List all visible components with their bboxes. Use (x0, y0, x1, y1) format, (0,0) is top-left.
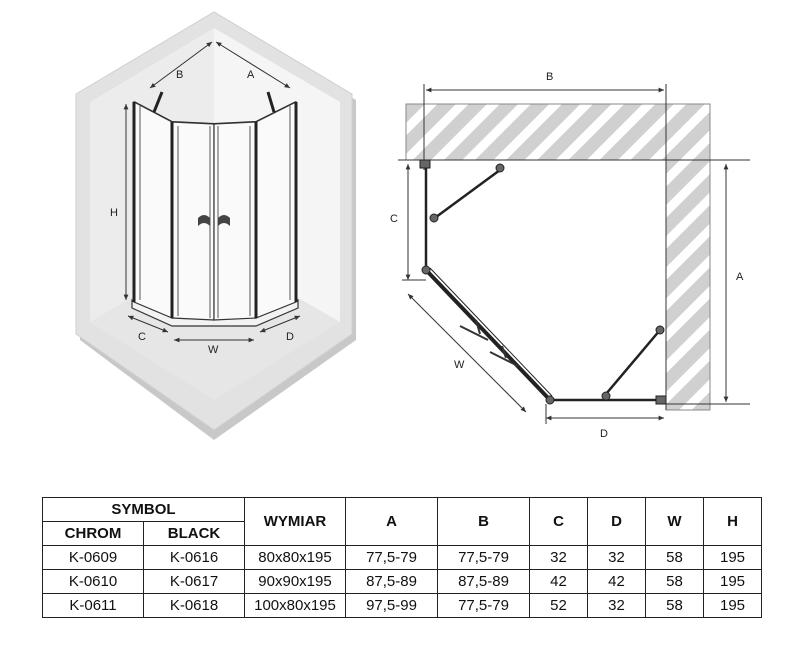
header-a: A (346, 498, 438, 546)
header-b: B (438, 498, 530, 546)
cell-w: 58 (646, 546, 704, 570)
table-row (43, 570, 762, 594)
cell-wymiar: 90x90x195 (245, 570, 346, 594)
header-h: H (704, 498, 762, 546)
cell-chrom: K-0609 (43, 546, 144, 570)
persp-label-c: C (138, 331, 146, 343)
cell-wymiar: 100x80x195 (245, 594, 346, 618)
cell-b: 77,5-79 (438, 594, 530, 618)
plan-label-d: D (600, 428, 608, 440)
header-c: C (530, 498, 588, 546)
cell-black: K-0618 (144, 594, 245, 618)
cell-d: 32 (588, 594, 646, 618)
table-row (43, 594, 762, 618)
cell-black: K-0616 (144, 546, 245, 570)
cell-c: 32 (530, 546, 588, 570)
cell-b: 87,5-89 (438, 570, 530, 594)
cell-h: 195 (704, 594, 762, 618)
persp-label-h: H (110, 207, 118, 219)
cell-h: 195 (704, 570, 762, 594)
plan-label-w: W (454, 359, 465, 371)
cell-b: 77,5-79 (438, 546, 530, 570)
cell-d: 32 (588, 546, 646, 570)
plan-label-c: C (390, 213, 398, 225)
header-w: W (646, 498, 704, 546)
top-wall (406, 104, 710, 160)
table-row (43, 546, 762, 570)
header-chrom: CHROM (43, 522, 144, 546)
header-wymiar: WYMIAR (245, 498, 346, 546)
cell-a: 77,5-79 (346, 546, 438, 570)
header-symbol: SYMBOL (43, 498, 245, 522)
right-wall-plan (666, 104, 710, 410)
persp-label-a: A (247, 69, 255, 81)
cell-w: 58 (646, 570, 704, 594)
plan-label-b: B (546, 71, 554, 83)
cell-c: 42 (530, 570, 588, 594)
cell-w: 58 (646, 594, 704, 618)
header-d: D (588, 498, 646, 546)
cell-a: 87,5-89 (346, 570, 438, 594)
cell-h: 195 (704, 546, 762, 570)
cell-a: 97,5-99 (346, 594, 438, 618)
cell-black: K-0617 (144, 570, 245, 594)
dimensions-table (42, 497, 762, 618)
persp-label-w: W (208, 344, 219, 356)
cell-d: 42 (588, 570, 646, 594)
cell-c: 52 (530, 594, 588, 618)
plan-label-a: A (736, 271, 744, 283)
persp-label-d: D (286, 331, 294, 343)
persp-label-b: B (176, 69, 184, 81)
header-black: BLACK (144, 522, 245, 546)
cell-wymiar: 80x80x195 (245, 546, 346, 570)
cell-chrom: K-0610 (43, 570, 144, 594)
plan-view (390, 71, 750, 440)
cell-chrom: K-0611 (43, 594, 144, 618)
perspective-view (76, 12, 356, 440)
